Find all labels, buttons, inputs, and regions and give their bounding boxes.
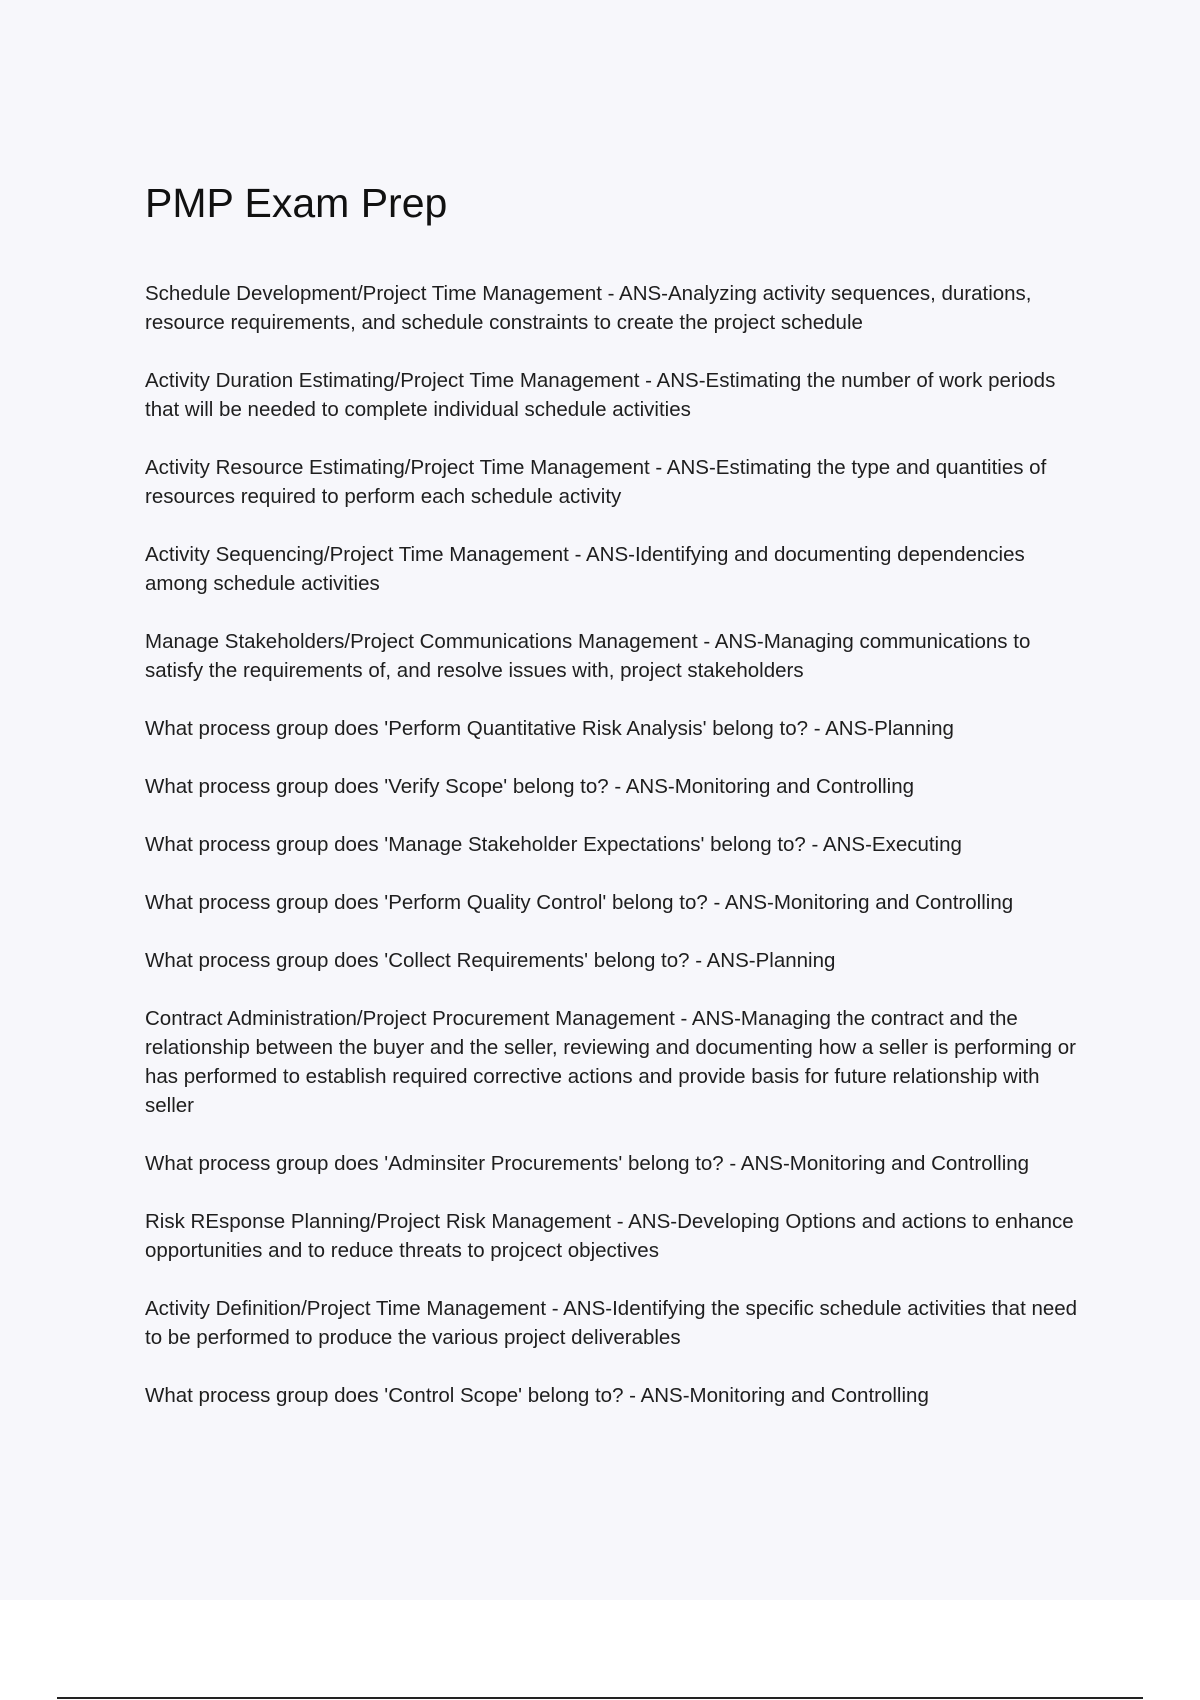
qa-item: What process group does 'Adminsiter Procurements' belong to? - ANS-Monitoring and Controlling xyxy=(145,1152,1030,1176)
footer-divider xyxy=(57,1697,1143,1699)
qa-item: Manage Stakeholders/Project Communications Management - ANS-Managing communications to satisfy the requirements of, and resolve issues with, project stakeholders xyxy=(145,630,1031,683)
qa-item: Contract Administration/Project Procurement Management - ANS-Managing the contract and the relationship between the buyer and the seller, reviewing and documenting how a seller is performing or has performed to establish required corrective actions and provide basis for future relationship with seller xyxy=(145,1007,1077,1118)
qa-item: What process group does 'Collect Requirements' belong to? - ANS-Planning xyxy=(145,949,836,973)
qa-item: Risk REsponse Planning/Project Risk Management - ANS-Developing Options and actions to enhance opportunities and to reduce threats to projcect objectives xyxy=(145,1210,1074,1263)
qa-item: Activity Sequencing/Project Time Management - ANS-Identifying and documenting dependencies among schedule activities xyxy=(145,543,1025,596)
qa-item: Schedule Development/Project Time Management - ANS-Analyzing activity sequences, durations, resource requirements, and schedule constraints to create the project schedule xyxy=(145,282,1032,335)
qa-list xyxy=(145,279,1090,1410)
qa-item: Activity Definition/Project Time Management - ANS-Identifying the specific schedule activities that need to be performed to produce the various project deliverables xyxy=(145,1297,1078,1350)
qa-item: What process group does 'Perform Quality Control' belong to? - ANS-Monitoring and Controlling xyxy=(145,891,1014,915)
page-title: PMP Exam Prep xyxy=(145,180,448,226)
qa-item: Activity Resource Estimating/Project Time Management - ANS-Estimating the type and quantities of resources required to perform each schedule activity xyxy=(145,456,1047,509)
qa-item: What process group does 'Verify Scope' belong to? - ANS-Monitoring and Controlling xyxy=(145,775,915,799)
qa-item: What process group does 'Manage Stakeholder Expectations' belong to? - ANS-Executing xyxy=(145,833,962,857)
document-content xyxy=(145,180,1090,1439)
qa-item: Activity Duration Estimating/Project Time Management - ANS-Estimating the number of work periods that will be needed to complete individual schedule activities xyxy=(145,369,1056,422)
qa-item: What process group does 'Control Scope' belong to? - ANS-Monitoring and Controlling xyxy=(145,1384,929,1408)
qa-item: What process group does 'Perform Quantitative Risk Analysis' belong to? - ANS-Planning xyxy=(145,717,954,741)
